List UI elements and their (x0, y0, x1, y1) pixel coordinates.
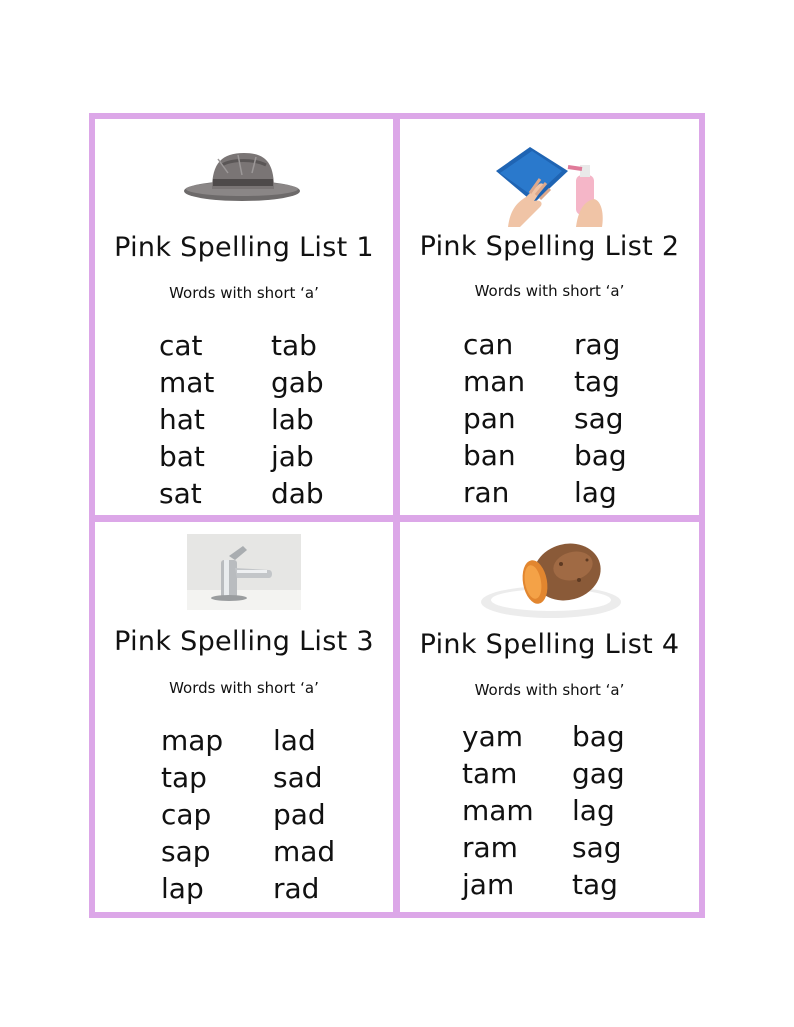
word: lag (574, 476, 617, 509)
word: mam (462, 794, 534, 827)
word: sap (161, 835, 211, 868)
right-word-column (273, 722, 335, 907)
word: tag (574, 365, 620, 398)
word: sag (574, 402, 624, 435)
card-subtitle: Words with short ‘a’ (474, 681, 625, 699)
spelling-card-grid (89, 113, 705, 918)
spelling-card-3 (89, 516, 399, 918)
word: gab (271, 366, 324, 399)
word: ban (463, 439, 516, 472)
word: cap (161, 798, 212, 831)
left-word-column (159, 327, 214, 512)
left-word-column (462, 718, 534, 903)
card-subtitle: Words with short ‘a’ (169, 284, 319, 302)
rag-cleaning-icon (490, 141, 610, 227)
word: ram (462, 831, 518, 864)
spelling-card-4 (394, 516, 705, 918)
word: pad (273, 798, 326, 831)
word: lad (273, 724, 316, 757)
word: rad (273, 872, 320, 905)
hat-icon (182, 145, 306, 207)
right-word-column (271, 327, 324, 512)
word: lab (271, 403, 314, 436)
word: rag (574, 328, 621, 361)
word: jam (462, 868, 515, 901)
right-word-column (574, 326, 627, 511)
word: pan (463, 402, 516, 435)
word: mat (159, 366, 215, 399)
tap-icon (187, 534, 301, 610)
word: man (463, 365, 526, 398)
word: lag (572, 794, 615, 827)
left-word-column (463, 326, 525, 511)
word: ran (463, 476, 510, 509)
word: tag (572, 868, 618, 901)
word: cat (159, 329, 203, 362)
word: bat (159, 440, 205, 473)
word: gag (572, 757, 625, 790)
word: hat (159, 403, 205, 436)
spelling-card-1 (89, 113, 399, 521)
word: tam (462, 757, 518, 790)
card-subtitle: Words with short ‘a’ (474, 282, 625, 300)
word: sad (273, 761, 323, 794)
yam-icon (475, 534, 625, 624)
word: tap (161, 761, 207, 794)
word: bag (572, 720, 625, 753)
card-title: Pink Spelling List 4 (419, 629, 680, 660)
word: lap (161, 872, 204, 905)
card-title: Pink Spelling List 2 (419, 231, 680, 262)
card-title: Pink Spelling List 1 (114, 232, 374, 263)
card-subtitle: Words with short ‘a’ (169, 679, 319, 697)
left-word-column (161, 722, 223, 907)
word: sag (572, 831, 622, 864)
card-title: Pink Spelling List 3 (114, 626, 374, 657)
spelling-card-2 (394, 113, 705, 521)
word: jab (271, 440, 314, 473)
word: can (463, 328, 514, 361)
word: sat (159, 477, 202, 510)
right-word-column (572, 718, 625, 903)
word: yam (462, 720, 524, 753)
word: map (161, 724, 224, 757)
word: tab (271, 329, 317, 362)
word: bag (574, 439, 627, 472)
word: dab (271, 477, 324, 510)
word: mad (273, 835, 336, 868)
